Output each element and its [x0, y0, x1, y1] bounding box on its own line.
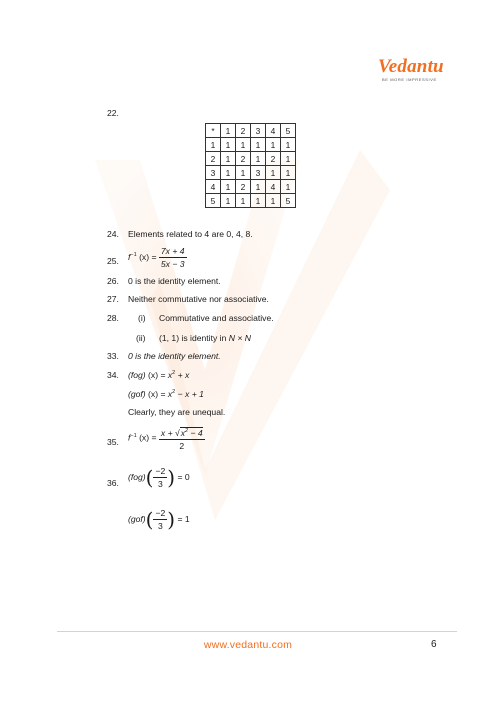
- table-cell: 1: [221, 138, 236, 152]
- q36-a-lparen: (: [145, 465, 154, 490]
- table-cell: 4: [206, 180, 221, 194]
- q28-ii-text-b: N × N: [228, 333, 251, 343]
- q35-num-x: x: [180, 427, 185, 438]
- q36-b-fn: (gof): [128, 513, 146, 524]
- q36-number: 36.: [107, 478, 119, 488]
- table-row: [206, 166, 296, 180]
- q28-ii-text-a: (1, 1) is identity in: [159, 333, 229, 343]
- q27-number: 27.: [107, 294, 119, 304]
- q28-number: 28.: [107, 313, 119, 323]
- table-cell: 4: [266, 124, 281, 138]
- q35-root: √: [174, 427, 180, 438]
- q34-l2-arg: (x) =: [145, 389, 168, 399]
- table-cell: 4: [266, 180, 281, 194]
- q34-line2: [128, 389, 204, 399]
- table-cell: 1: [281, 138, 296, 152]
- q36-b-fraction: [153, 508, 167, 531]
- table-cell: 1: [221, 166, 236, 180]
- q36-a-fn: (fog): [128, 471, 146, 482]
- table-cell: 1: [221, 194, 236, 208]
- table-cell: 2: [236, 180, 251, 194]
- q36-a-denominator: 3: [158, 479, 163, 489]
- q26-number: 26.: [107, 276, 119, 286]
- table-cell: 1: [251, 194, 266, 208]
- page-number: 6: [431, 639, 437, 650]
- table-cell: 3: [251, 166, 266, 180]
- table-cell: 3: [206, 166, 221, 180]
- table-cell: 2: [206, 152, 221, 166]
- table-cell: 1: [281, 180, 296, 194]
- q25-f: f: [128, 251, 131, 262]
- q36-expr-a: [128, 466, 190, 489]
- table-cell: 5: [281, 124, 296, 138]
- q34-l1-rest: + x: [175, 370, 190, 380]
- table-cell: 2: [236, 152, 251, 166]
- q35-numerator: [159, 426, 205, 440]
- table-cell: 1: [221, 180, 236, 194]
- q35-denominator: 2: [179, 440, 185, 451]
- q34-l1-fn: (fog): [128, 370, 146, 380]
- q25-fraction: [159, 246, 187, 269]
- q34-l2-sup: 2: [172, 389, 176, 396]
- vedantu-logo: [378, 58, 450, 82]
- q36-expr-b: [128, 508, 190, 531]
- table-cell: 3: [251, 124, 266, 138]
- q36-a-fraction: [153, 466, 167, 489]
- q35-num-c: − 4: [188, 427, 203, 438]
- q36-a-numerator: −2: [155, 466, 166, 476]
- q36-b-numerator: −2: [155, 508, 166, 518]
- footer-divider: [57, 631, 457, 632]
- q35-num-a: x +: [160, 427, 175, 438]
- q33-number: 33.: [107, 351, 119, 361]
- q36-b-rparen: ): [167, 507, 176, 532]
- table-row: [206, 138, 296, 152]
- q36-b-lparen: (: [145, 507, 154, 532]
- q33-text: 0 is the identity element.: [128, 351, 221, 361]
- q24-text: Elements related to 4 are 0, 4, 8.: [128, 229, 253, 239]
- table-cell: 1: [251, 180, 266, 194]
- q35-num-sup: 2: [185, 428, 189, 434]
- q25-numerator: 7x + 4: [160, 246, 185, 256]
- table-cell: 1: [236, 138, 251, 152]
- logo-wordmark: Vedantu: [378, 56, 444, 77]
- q34-l1-arg: (x) =: [145, 370, 168, 380]
- table-cell: 5: [206, 194, 221, 208]
- q35-sup: −1: [130, 432, 137, 439]
- table-cell: *: [206, 124, 221, 138]
- table-cell: 2: [266, 152, 281, 166]
- q24-number: 24.: [107, 229, 119, 239]
- table-cell: 1: [281, 166, 296, 180]
- table-header-row: [206, 124, 296, 138]
- q36-b-rhs: = 1: [177, 513, 190, 524]
- q28-ii-label: (ii): [136, 333, 146, 343]
- table-cell: 1: [206, 138, 221, 152]
- q34-number: 34.: [107, 370, 119, 380]
- table-cell: 1: [281, 152, 296, 166]
- table-row: [206, 194, 296, 208]
- table-cell: 1: [251, 138, 266, 152]
- table-row: [206, 180, 296, 194]
- q25-number: 25.: [107, 256, 119, 266]
- q35-fraction: [159, 426, 205, 451]
- q36-b-denominator: 3: [158, 521, 163, 531]
- table-row: [206, 152, 296, 166]
- q22-number: 22.: [107, 108, 119, 118]
- q25-formula: [128, 246, 187, 269]
- table-cell: 1: [266, 166, 281, 180]
- q35-number: 35.: [107, 437, 119, 447]
- q34-line3: Clearly, they are unequal.: [128, 407, 226, 417]
- table-cell: 1: [236, 166, 251, 180]
- q26-text: 0 is the identity element.: [128, 276, 221, 286]
- q34-l1-sup: 2: [172, 370, 176, 377]
- table-cell: 1: [236, 194, 251, 208]
- q35-f: f: [128, 432, 131, 443]
- table-cell: 1: [266, 194, 281, 208]
- table-cell: 2: [236, 124, 251, 138]
- q36-a-rhs: = 0: [177, 471, 190, 482]
- table-cell: 5: [281, 194, 296, 208]
- q34-l2-x: x: [167, 389, 173, 399]
- operation-table: [205, 123, 296, 208]
- table-cell: 1: [221, 124, 236, 138]
- table-cell: 1: [221, 152, 236, 166]
- q35-formula: [128, 426, 205, 451]
- q25-sup: −1: [130, 251, 137, 258]
- logo-tagline: BE MORE IMPRESSIVE: [382, 77, 437, 82]
- q25-denominator: 5x − 3: [160, 259, 185, 269]
- footer-url-link[interactable]: www.vedantu.com: [203, 639, 293, 651]
- q28-ii-text: [159, 333, 251, 343]
- q35-arg: (x) =: [139, 432, 157, 443]
- q28-i-text: Commutative and associative.: [159, 313, 274, 323]
- table-cell: 1: [251, 152, 266, 166]
- q25-arg: (x) =: [139, 251, 157, 262]
- q28-i-label: (i): [138, 313, 146, 323]
- q34-l2-rest: − x + 1: [175, 389, 204, 399]
- q34-l2-fn: (gof): [128, 389, 146, 399]
- q34-l1-x: x: [167, 370, 173, 380]
- q36-a-rparen: ): [167, 465, 176, 490]
- q27-text: Neither commutative nor associative.: [128, 294, 269, 304]
- table-cell: 1: [266, 138, 281, 152]
- q34-line1: [128, 370, 189, 380]
